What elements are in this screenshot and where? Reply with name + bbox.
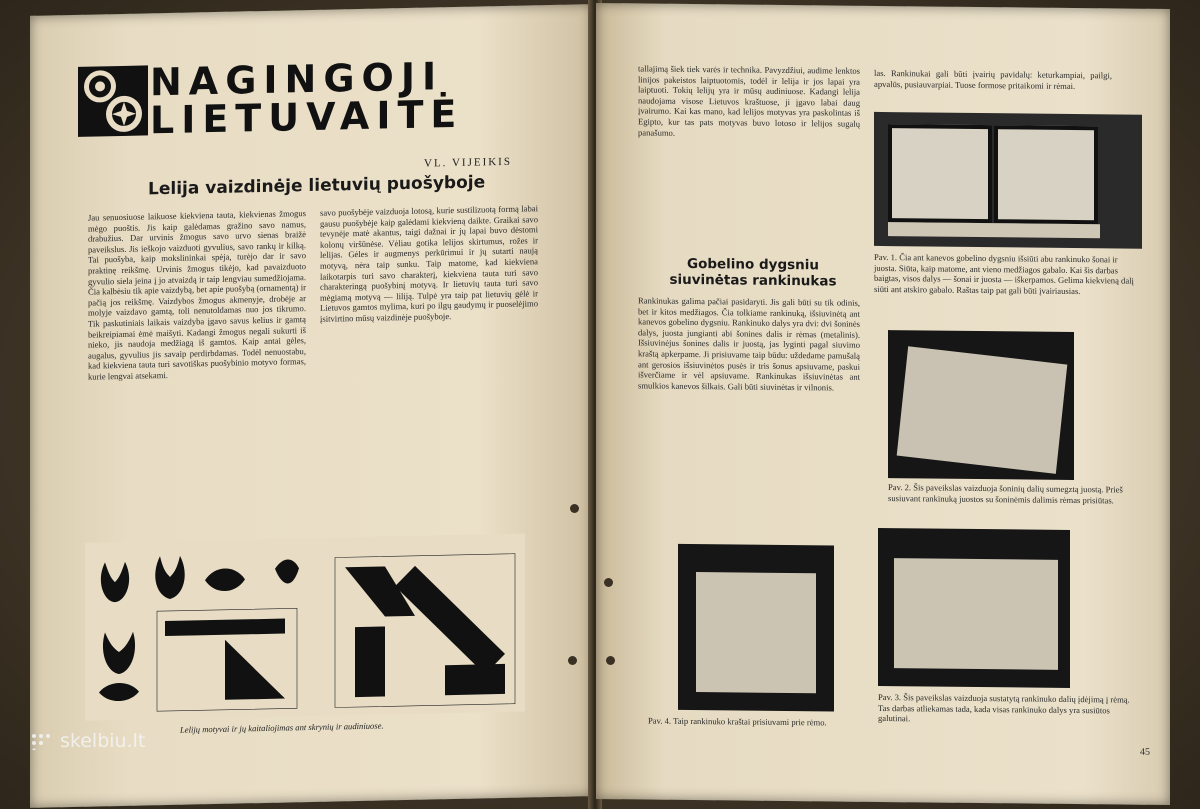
photo-fig2 (888, 330, 1074, 480)
dots-logo-icon (30, 732, 54, 750)
staple-hole (606, 656, 615, 665)
left-page (30, 4, 592, 808)
photo-fig4 (678, 544, 834, 712)
banner-line-1: NAGINGOJI (150, 54, 444, 105)
photo-fig1 (874, 112, 1142, 249)
staple-hole (570, 504, 579, 513)
lily-pattern-figure (85, 534, 525, 721)
article-headline: Lelija vaizdinėje lietuvių puošyboje (148, 172, 486, 200)
banner-line-2: LIETUVAITĖ (150, 91, 464, 143)
fig1-caption: Pav. 1. Čia ant kanevos gobelino dygsniu išsiūti abu rankinuko šonai ir juosta. Siūta, kaip matome, ant vieno medžiagos gabalo. Kai šis darbas baigtas, visos dalys — šonai ir juosta — iškerpamos. Gelima kiekvieną dalį siūti ant atskiro gabalo. Raštas taip pat gali būti įvairiausias. (874, 251, 1134, 296)
right-column-1-top: tallajimą šiek tiek varės ir technika. Pavyzdžiui, audime lenktos linijos pakeistos laiptuotomis, todėl ir lelija ir jos lapai yra laiptuoti. Tokių lelijų yra ir mūsų audiniuose. Kadangi lelija naudojama visose Lietuvos kraštuose, ji įgavo labai daug įvairumo. Kai kas mano, kad lelijos motyvas yra paskolintas iš Egipto, kur tas pats motyvas buvo lotoso ir lelijos sugalų panašumo. (638, 63, 860, 138)
article-column-1: Jau senuosiuose laikuose kiekviena tauta, kiekvienas žmogus mėgo puoštis. Jis kaip galėdamas gražino savo namus, drabužius. Dar urvinis žmogus savo urvo sienas braižė paveikslus. Jis ieškojo vaizduoti gyvulius, savo rankų ir kilką. Tai puošyba, kaip mokslininkai spėja, turėjo dar ir savo praktinę reikšmę. Urvinis žmogus tikėjo, kad pavaizduoto gyvulio siela jeina į jo atvaizdą ir taip lengviau sumedžiojama. Čia kalbėsiu tik apie vaizdybą, bet apie puošybą (ornamentą) ir pačią jos reikšmę. Vaizdybos žmogus akmenyje, drobėje ar molyje vaizdavo gamtą, toli nenutoldamas nuo jos tikrumo. Tik paskutiniais laikais vaizdyba įgavo savus kelius ir gamtą beikreipiamai ėmė maišyti. Kadangi žmogus negali sukurti iš nieko, jis naudoja medžiagą iš gamtos. Kaip antai gėles, augalus, gyvulius jis savaip perdirbdamas. Todėl nenuostabu, kad kiekviena tauta turi savotiškas puošybinio motyvo formas, kurie lengvai atsekami. (88, 208, 306, 382)
right-page (596, 3, 1170, 805)
section-headline: Gobelino dygsniu siuvinėtas rankinukas (669, 255, 837, 290)
fig2-caption: Pav. 2. Šis paveikslas vaizduoja šoninių dalių sumegztą juostą. Prieš susiuvant rankinuką juostos su šoninėmis dalimis rėmas prisiūtas. (888, 482, 1123, 506)
right-column-2-top: las. Rankinukai gali būti įvairių pavidalų: keturkampiai, pailgi, apvalūs, pusiauvarpiai. Tuose formose pritaikomi ir rėmai. (874, 67, 1112, 91)
staple-hole (568, 656, 577, 665)
photo-fig3 (878, 528, 1070, 688)
fig3-caption: Pav. 3. Šis paveikslas vaizduoja sustatytą rankinuko dalių įdėjimą į rėmą. Tas darbas atliekamas tada, kada visas rankinuko dalys yra susiūtos galutinai. (878, 691, 1130, 724)
staple-hole (604, 578, 613, 587)
author-byline: VL. VIJEIKIS (424, 155, 512, 170)
page-number: 45 (1140, 746, 1150, 758)
article-column-2: savo puošybėje vaizduoja lotosą, kurie sustilizuotą formą labai gausu puošybėje kaip galėdami kiekvieną daikte. Graikai savo tevynėje matė akantus, taigi dažnai ir jų lapai buvo dėstomi kolonų viršūnėse. Vėliau gotika lelijos skirtumus, rožes ir lelijas. Gėles ir augmenys perkūrimui ir jų sutarti naują motyvą, nėra taip sunku. Taip matome, kad kiekviena laikotarpis turi savo charakterį, kiekviena tauta turi savo charakteringą puošybinį motyvą. Ir lietuvių tauta turi savo mėgiamą motyvą — liliją. Tulpė yra taip pat lietuvių gėlė ir Lietuvos gamtos mylima, kuri po ilgų gaudymų ir puoselėjimo įsitvirtino mūsų vaizdinėje puošyboje. (320, 203, 538, 324)
watermark-text: skelbiu.lt (60, 730, 146, 752)
figure-caption: Lelijų motyvai ir jų kaitaliojimas ant skrynių ir audiniuose. (180, 720, 384, 735)
fig4-caption: Pav. 4. Taip rankinuko kraštai prisiuvami prie rėmo. (648, 715, 827, 728)
right-column-1-body: Rankinukas galima pačiai pasidaryti. Jis gali būti su tik odinis, bet ir kitos medžiagos. Čia tolkiame rankinuką, išsiuvinėtą ant kanevos gobelino dygsniu. Rankinuko dalys yra dvi: dvi šoninės dalys, juosta jungianti abi šonines dalis ir rėmas (metalinis). Išsiuvinėjus šonines dalis ir juostą, jas lyginti pagal siuvimo kraštą apkerpame. Ji prisiuvame taip būdu: uždedame pamušalą ant gerosios išsiuvinėtos pusės ir tris šonus apsiuvame, paskui išverčiame ir vėl apsiuvame. Rankinukas išsiuvinėtas ant smulkios kanevos šilkais. Gali būti siuvinėtas ir vilnonis. (638, 295, 860, 393)
title-banner (78, 53, 538, 143)
watermark (30, 730, 145, 752)
folk-ornament-icon (78, 61, 148, 140)
